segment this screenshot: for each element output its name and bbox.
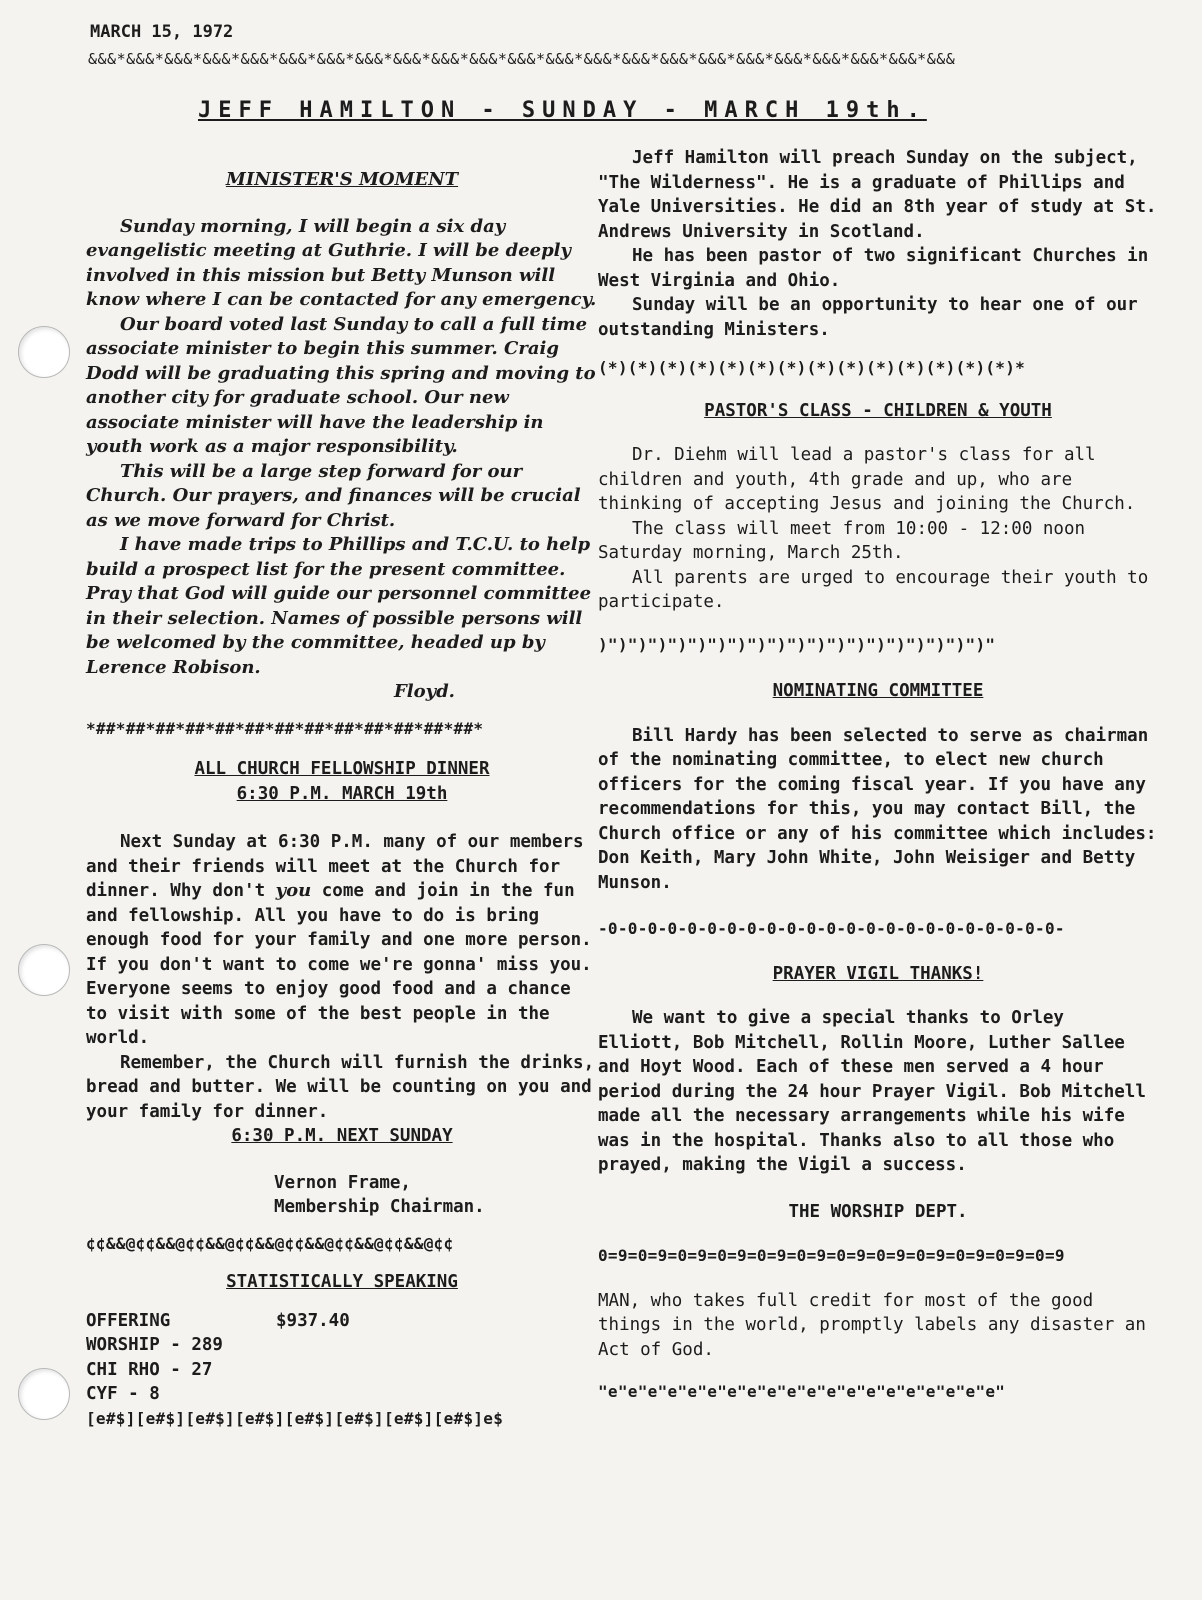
dinner-paragraph-1-end: come and join in the fun and fellowship. All you have to do is bring enough food for your family and one more person. If you don't want to come we're gonna' miss you. Everyone seems to enjoy good food and a chance to visit with some of the best people in the world. bbox=[86, 881, 592, 1048]
dinner-subtitle: 6:30 P.M. MARCH 19th bbox=[236, 783, 448, 804]
stats-label: CHI RHO - 27 bbox=[86, 1359, 213, 1380]
separator-stars: (*)(*)(*)(*)(*)(*)(*)(*)(*)(*)(*)(*)(*)(*)* bbox=[598, 358, 1026, 377]
separator-quotes: )")")")")")")")")")")")")")")")")")")")" bbox=[598, 634, 996, 654]
stats-label: OFFERING bbox=[86, 1310, 171, 1331]
ministers-moment-paragraph-3: This will be a large step forward for our Church. Our prayers, and finances will be crucial as we move forward for Christ. bbox=[86, 460, 581, 531]
binder-hole-middle bbox=[18, 944, 70, 996]
stats-row-worship bbox=[86, 1333, 598, 1358]
separator-brackets: [e#$][e#$][e#$][e#$][e#$][e#$][e#$][e#$]e$ bbox=[86, 1408, 504, 1428]
dinner-paragraph-1-start: Next Sunday at 6:30 P.M. many of our members and their friends will meet at the Church for dinner. Why don't bbox=[86, 832, 584, 901]
binder-hole-bottom bbox=[18, 1368, 70, 1420]
header-separator: &&&*&&&*&&&*&&&*&&&*&&&*&&&*&&&*&&&*&&&*&&&*&&&*&&&*&&&*&&&*&&&*&&&*&&&*&&&*&&&*&&&*&&&*&&& bbox=[88, 50, 956, 68]
separator-zero-nine: 0=9=0=9=0=9=0=9=0=9=0=9=0=9=0=9=0=9=0=9=0=9=0=9 bbox=[598, 1246, 1065, 1265]
ministers-moment-title: MINISTER'S MOMENT bbox=[225, 169, 459, 190]
ministers-moment-paragraph-4: I have made trips to Phillips and T.C.U. to help build a prospect list for the present committee. Pray that God will guide our personnel committee in their selection. Names of possible persons will be welcomed by the committee, headed up by Lerence Robison. bbox=[86, 534, 592, 678]
stats-row-chi-rho bbox=[86, 1358, 598, 1383]
right-column bbox=[598, 146, 1158, 1405]
stats-row-cyf bbox=[86, 1382, 598, 1407]
ministers-moment-paragraph-2: Our board voted last Sunday to call a full time associate minister to begin this summer. Craig Dodd will be graduating this spring and moving to another city for graduate school. Our new associate minister will have the leadership in youth work as a major responsibility. bbox=[86, 313, 596, 457]
hamilton-paragraph-1: Jeff Hamilton will preach Sunday on the subject, "The Wilderness". He is a graduate of Phillips and Yale Universities. He did an 8th year of study at St. Andrews University in Scotland. bbox=[598, 148, 1157, 242]
newsletter-date: MARCH 15, 1972 bbox=[90, 22, 234, 42]
pastors-class-title: PASTOR'S CLASS - CHILDREN & YOUTH bbox=[704, 400, 1052, 421]
prayer-vigil-paragraph: We want to give a special thanks to Orley Elliott, Bob Mitchell, Rollin Moore, Luther Sallee and Hoyt Wood. Each of these men served a 4 hour period during the 24 hour Prayer Vigil. Bob Mitchell made all the necessary arrangements while his wife was in the hospital. Thanks also to all those who prayed, making the Vigil a success. bbox=[598, 1008, 1146, 1175]
man-quote: MAN, who takes full credit for most of the good things in the world, promptly labels any disaster an Act of God. bbox=[598, 1290, 1146, 1360]
hamilton-paragraph-2: He has been pastor of two significant Churches in West Virginia and Ohio. bbox=[598, 246, 1149, 291]
separator-cents: ¢¢&&@¢¢&&@¢¢&&@¢¢&&@¢¢&&@¢¢&&@¢¢&&@¢¢ bbox=[86, 1233, 454, 1253]
separator-dashes: -0-0-0-0-0-0-0-0-0-0-0-0-0-0-0-0-0-0-0-0-0-0-0- bbox=[598, 919, 1065, 938]
separator-hash: *##*##*##*##*##*##*##*##*##*##*##*##*##* bbox=[86, 718, 484, 738]
stats-label: WORSHIP - 289 bbox=[86, 1335, 223, 1355]
stats-value: $937.40 bbox=[276, 1310, 350, 1331]
pastors-class-paragraph-3: All parents are urged to encourage their youth to participate. bbox=[598, 567, 1149, 612]
pastors-class-paragraph-1: Dr. Diehm will lead a pastor's class for all children and youth, 4th grade and up, who are thinking of accepting Jesus and joining the Church. bbox=[598, 445, 1136, 514]
dinner-signature-name: Vernon Frame, bbox=[274, 1172, 411, 1193]
dinner-paragraph-2: Remember, the Church will furnish the drinks, bread and butter. We will be counting on you and your family for dinner. bbox=[86, 1052, 595, 1122]
dinner-paragraph-1 bbox=[86, 830, 598, 1051]
ministers-moment-paragraph-1: Sunday morning, I will begin a six day evangelistic meeting at Guthrie. I will be deeply involved in this mission but Betty Munson will know where I can be contacted for any emergency. bbox=[86, 215, 597, 310]
dinner-time: 6:30 P.M. NEXT SUNDAY bbox=[231, 1126, 453, 1146]
separator-e: "e"e"e"e"e"e"e"e"e"e"e"e"e"e"e"e"e"e"e"e" bbox=[598, 1382, 1006, 1401]
dinner-signature-title: Membership Chairman. bbox=[274, 1197, 485, 1217]
prayer-vigil-title: PRAYER VIGIL THANKS! bbox=[772, 963, 984, 984]
nominating-title: NOMINATING COMMITTEE bbox=[772, 681, 984, 701]
headline-banner: JEFF HAMILTON - SUNDAY - MARCH 19th. bbox=[198, 98, 927, 123]
left-column bbox=[86, 168, 598, 1431]
pastors-class-paragraph-2: The class will meet from 10:00 - 12:00 noon Saturday morning, March 25th. bbox=[598, 518, 1086, 563]
minister-signature: Floyd. bbox=[394, 681, 455, 702]
stats-title: STATISTICALLY SPEAKING bbox=[226, 1272, 458, 1292]
worship-dept-title: THE WORSHIP DEPT. bbox=[788, 1201, 968, 1222]
dinner-emphasis: you bbox=[275, 880, 312, 901]
binder-hole-top bbox=[18, 326, 70, 378]
stats-label: CYF - 8 bbox=[86, 1384, 160, 1404]
hamilton-paragraph-3: Sunday will be an opportunity to hear one of our outstanding Ministers. bbox=[598, 295, 1138, 340]
nominating-paragraph: Bill Hardy has been selected to serve as chairman of the nominating committee, to elect new church officers for the coming fiscal year. If you have any recommendations for this, you may contact Bill, the Church office or any of his committee which includes: Don Keith, Mary John White, John Weisiger and Betty Munson. bbox=[598, 725, 1157, 893]
stats-row-offering bbox=[86, 1309, 598, 1334]
stats-list bbox=[86, 1309, 598, 1407]
dinner-title: ALL CHURCH FELLOWSHIP DINNER bbox=[194, 759, 490, 779]
